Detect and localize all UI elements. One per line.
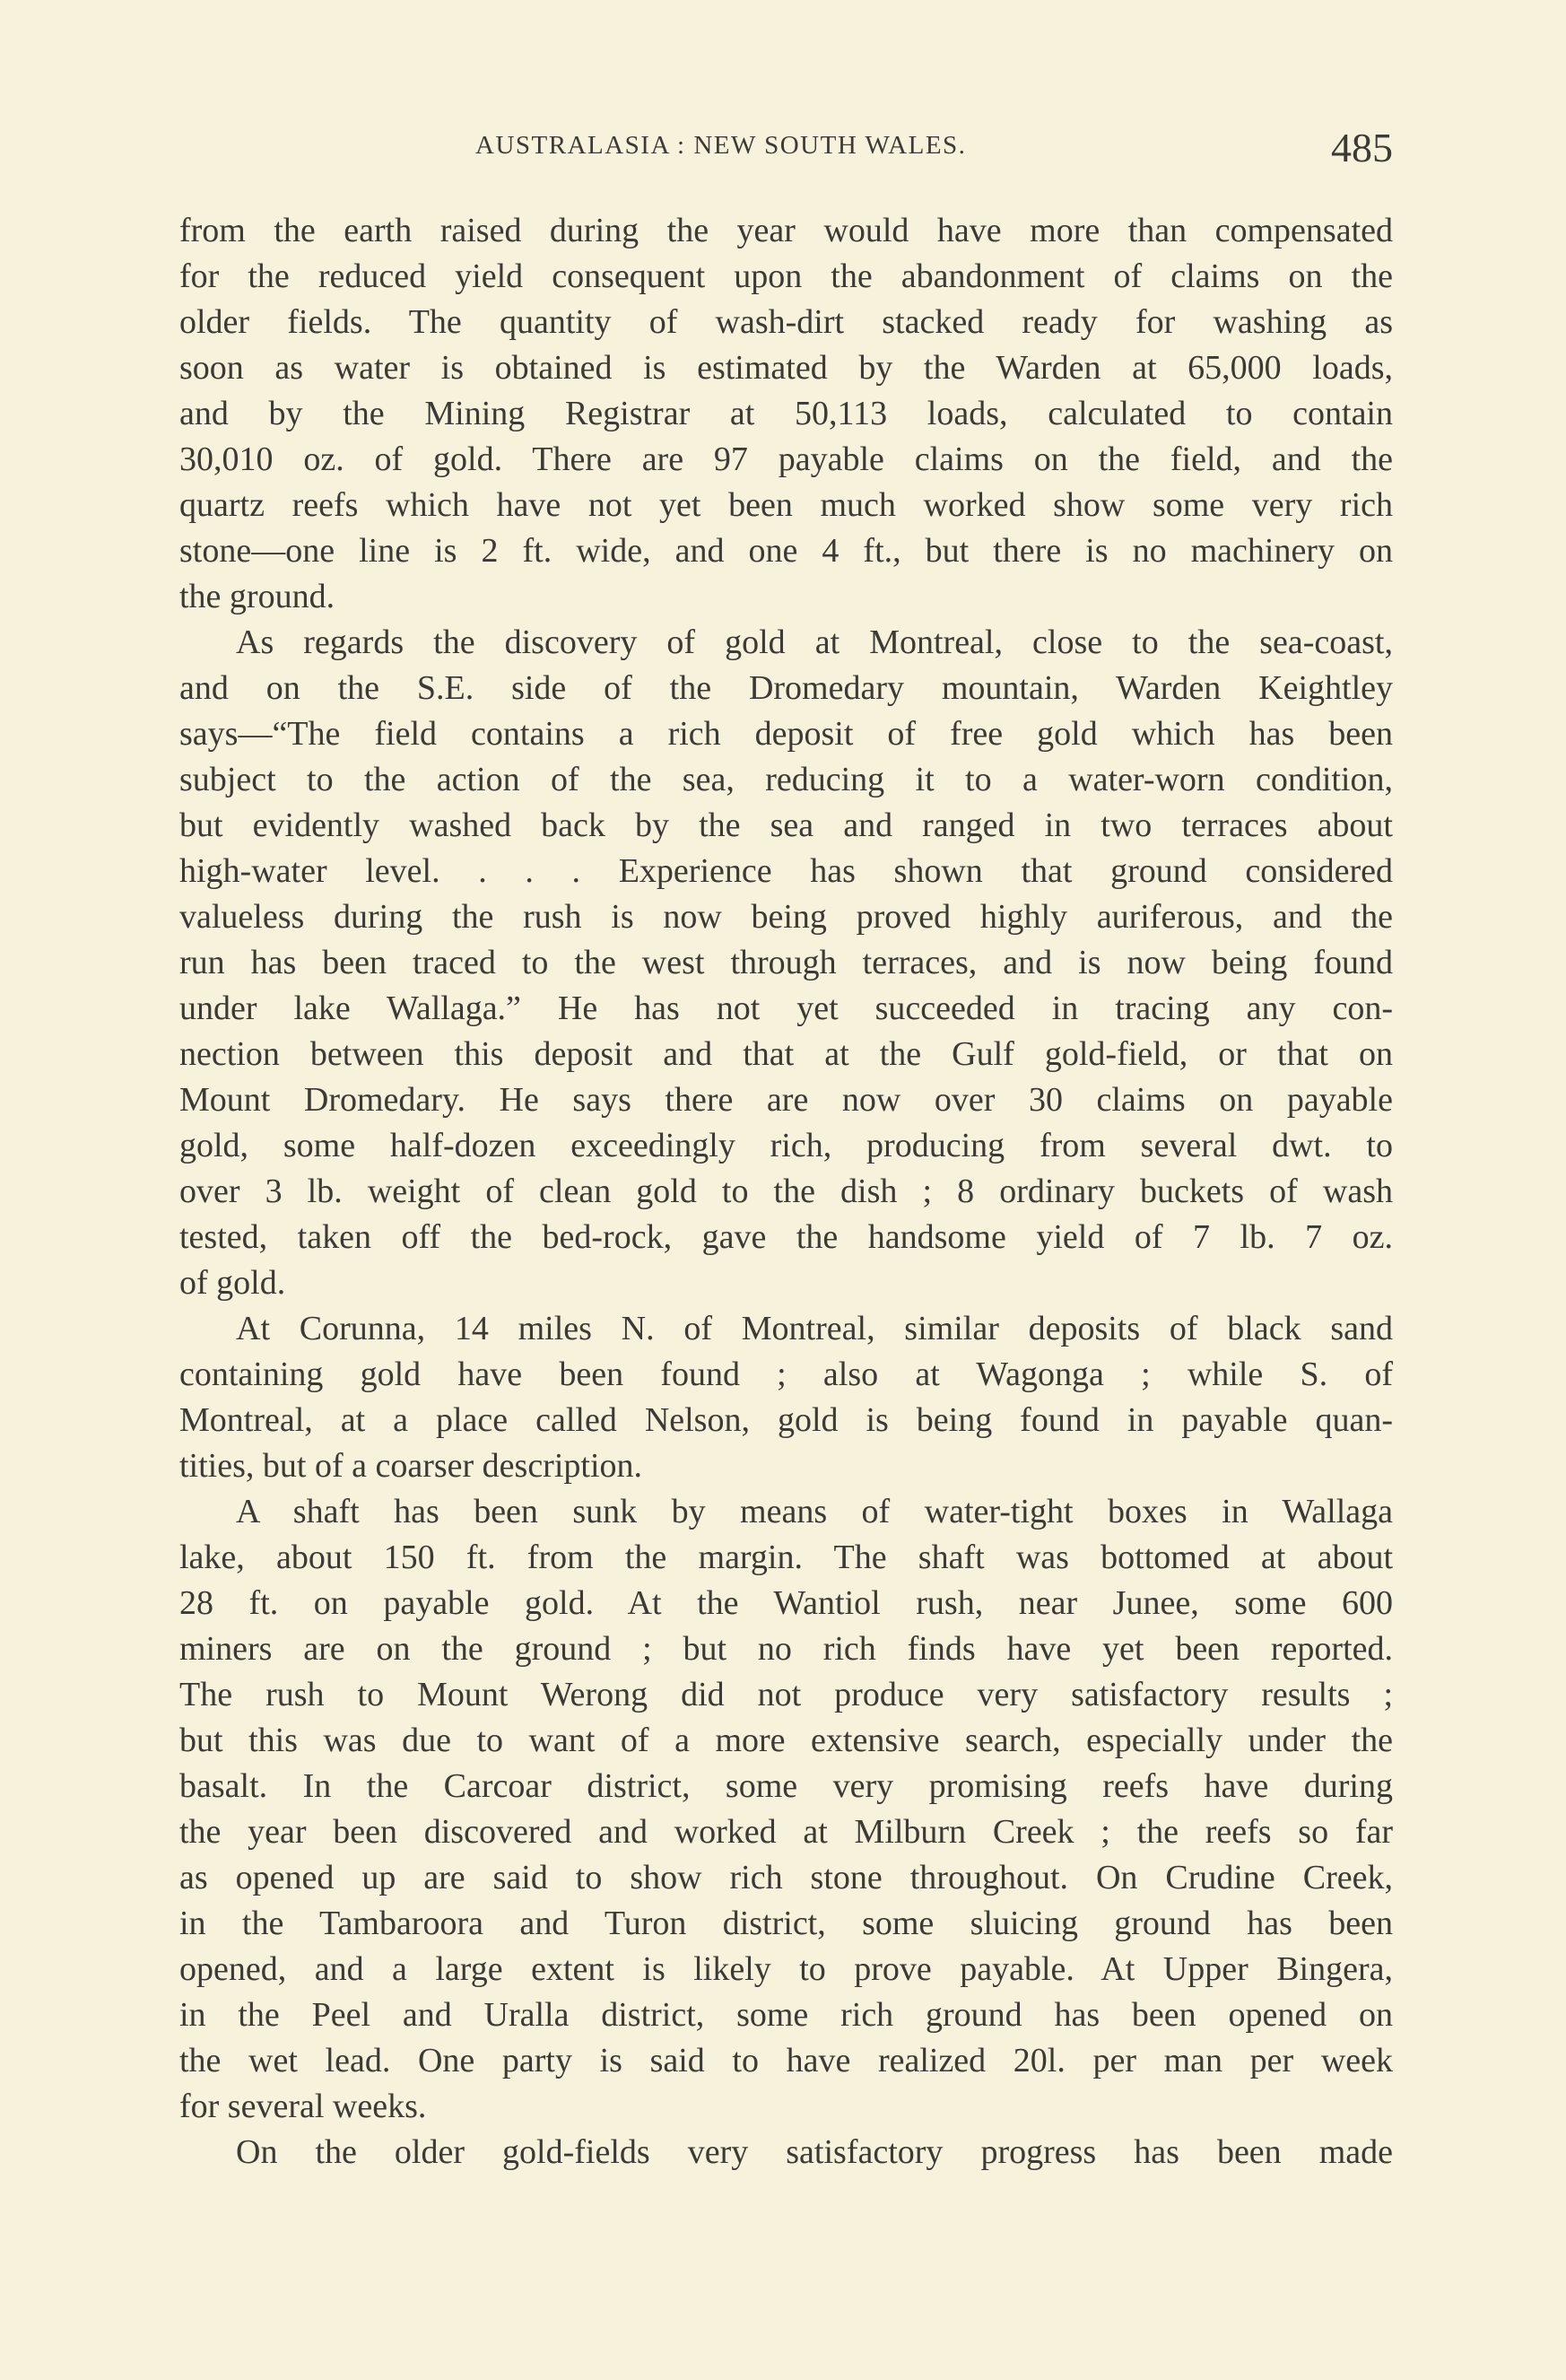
text-line: of gold. <box>179 1264 286 1302</box>
text-line: As regards the discovery of gold at Montreal, close to the sea-coast, <box>236 623 1393 661</box>
text-line: On the older gold-fields very satisfactory progress has been made <box>236 2133 1393 2171</box>
text-line: gold, some half-dozen exceedingly rich, producing from several dwt. to <box>179 1127 1393 1164</box>
text-line: nection between this deposit and that at the Gulf gold-field, or that on <box>179 1035 1393 1073</box>
text-line: and by the Mining Registrar at 50,113 loads, calculated to contain <box>179 395 1393 432</box>
text-line: stone—one line is 2 ft. wide, and one 4 ft., but there is no machinery on <box>179 532 1393 570</box>
text-line: run has been traced to the west through terraces, and is now being found <box>179 944 1393 981</box>
text-line: tested, taken off the bed-rock, gave the handsome yield of 7 lb. 7 oz. <box>179 1218 1393 1256</box>
text-line: The rush to Mount Werong did not produce very satisfactory results ; <box>179 1676 1393 1713</box>
text-line: At Corunna, 14 miles N. of Montreal, similar deposits of black sand <box>236 1310 1393 1347</box>
text-line: soon as water is obtained is estimated by the Warden at 65,000 loads, <box>179 349 1393 387</box>
text-line: A shaft has been sunk by means of water-tight boxes in Wallaga <box>236 1493 1393 1530</box>
text-line: miners are on the ground ; but no rich finds have yet been reported. <box>179 1630 1393 1668</box>
page-header <box>179 124 1393 178</box>
text-line: 28 ft. on payable gold. At the Wantiol rush, near Junee, some 600 <box>179 1584 1393 1622</box>
text-line: high-water level. . . . Experience has shown that ground considered <box>179 852 1393 890</box>
text-line: and on the S.E. side of the Dromedary mountain, Warden Keightley <box>179 669 1393 707</box>
text-line: for several weeks. <box>179 2088 427 2125</box>
text-line: valueless during the rush is now being proved highly auriferous, and the <box>179 898 1393 936</box>
text-line: over 3 lb. weight of clean gold to the dish ; 8 ordinary buckets of wash <box>179 1173 1393 1210</box>
text-line: older fields. The quantity of wash-dirt stacked ready for washing as <box>179 303 1393 341</box>
paragraph <box>179 208 1393 620</box>
text-line: for the reduced yield consequent upon the abandonment of claims on the <box>179 257 1393 295</box>
paragraph <box>179 1306 1393 1489</box>
text-line: lake, about 150 ft. from the margin. The shaft was bottomed at about <box>179 1539 1393 1576</box>
text-line: the ground. <box>179 578 335 615</box>
text-line: the year been discovered and worked at Milburn Creek ; the reefs so far <box>179 1813 1393 1851</box>
text-line: but evidently washed back by the sea and ranged in two terraces about <box>179 806 1393 844</box>
text-line: 30,010 oz. of gold. There are 97 payable claims on the field, and the <box>179 440 1393 478</box>
text-line: subject to the action of the sea, reducing it to a water-worn condition, <box>179 761 1393 798</box>
text-line: as opened up are said to show rich stone throughout. On Crudine Creek, <box>179 1859 1393 1896</box>
text-line: Montreal, at a place called Nelson, gold is being found in payable quan- <box>179 1401 1393 1439</box>
text-line: in the Tambaroora and Turon district, some sluicing ground has been <box>179 1905 1393 1942</box>
text-line: containing gold have been found ; also at Wagonga ; while S. of <box>179 1356 1393 1393</box>
text-line: Mount Dromedary. He says there are now over 30 claims on payable <box>179 1081 1393 1119</box>
text-line: in the Peel and Uralla district, some rich ground has been opened on <box>179 1996 1393 2034</box>
body-text <box>179 208 1393 2175</box>
paragraph <box>179 1489 1393 2130</box>
text-line: says—“The field contains a rich deposit of free gold which has been <box>179 715 1393 753</box>
text-line: basalt. In the Carcoar district, some very promising reefs have during <box>179 1767 1393 1805</box>
running-title: AUSTRALASIA : NEW SOUTH WALES. <box>475 131 967 160</box>
text-line: but this was due to want of a more extensive search, especially under the <box>179 1722 1393 1759</box>
paragraph <box>179 2130 1393 2175</box>
page-number: 485 <box>1331 125 1393 170</box>
text-line: opened, and a large extent is likely to prove payable. At Upper Bingera, <box>179 1950 1393 1988</box>
text-line: quartz reefs which have not yet been much worked show some very rich <box>179 486 1393 524</box>
text-line: the wet lead. One party is said to have realized 20l. per man per week <box>179 2042 1393 2079</box>
text-line: tities, but of a coarser description. <box>179 1447 643 1485</box>
text-line: under lake Wallaga.” He has not yet succeeded in tracing any con- <box>179 989 1393 1027</box>
paragraph <box>179 620 1393 1306</box>
text-line: from the earth raised during the year would have more than compensated <box>179 212 1393 249</box>
